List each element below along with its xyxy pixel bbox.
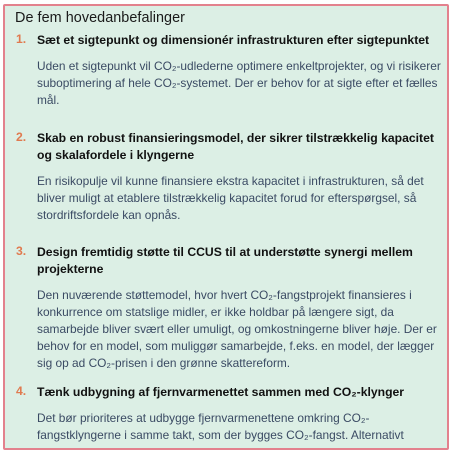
- recommendation-1: [15, 32, 443, 109]
- recommendation-body: En risikopulje vil kunne finansiere ekstra kapacitet i infrastrukturen, så det bliver muligt at etablere tilstrækkelig kapacitet forud for efterspørgsel, så stordriftsfordele kan opnås.: [37, 174, 424, 222]
- recommendation-body: Det bør prioriteres at udbygge fjernvarmenettene omkring CO₂-fangstklyngerne i samme takt, som der bygges CO₂-fangst. Alternativt: [37, 411, 404, 442]
- recommendation-number: 2.: [16, 130, 27, 144]
- recommendation-title-row: [15, 244, 443, 278]
- recommendation-number: 4.: [16, 384, 27, 398]
- recommendation-number: 3.: [16, 244, 27, 258]
- recommendation-title: Tænk udbygning af fjernvarmenettet sammen med CO₂-klynger: [37, 385, 405, 399]
- recommendation-2: [15, 130, 443, 224]
- recommendation-title: Skab en robust finansieringsmodel, der sikrer tilstrækkelig kapacitet og skalafordele i klyngerne: [37, 131, 434, 162]
- recommendation-title-row: [15, 32, 443, 49]
- recommendation-title-row: [15, 384, 443, 401]
- recommendation-body: Den nuværende støttemodel, hvor hvert CO₂-fangstprojekt finansieres i konkurrence om statslige midler, er ikke holdbar på længere sigt, da samarbejde bliver svært eller umuligt, og omkostningerne bliver høje. Der er behov for en model, som muliggør samarbejde, f.eks. en model, der lægger sig op ad CO₂-prisen i den grønne skattereform.: [37, 288, 437, 370]
- box-heading: De fem hovedanbefalinger: [15, 10, 186, 26]
- recommendations-panel: [3, 4, 449, 450]
- recommendation-4: [15, 384, 443, 444]
- recommendation-title-row: [15, 130, 443, 164]
- recommendation-title: Sæt et sigtepunkt og dimensionér infrastrukturen efter sigtepunktet: [37, 33, 430, 47]
- recommendation-number: 1.: [16, 32, 27, 46]
- recommendation-title: Design fremtidig støtte til CCUS til at understøtte synergi mellem projekterne: [37, 245, 413, 276]
- recommendation-body: Uden et sigtepunkt vil CO₂-udlederne optimere enkeltprojekter, og vi risikerer suboptimering af hele CO₂-systemet. Der er behov for at sigte efter et fælles mål.: [37, 59, 441, 107]
- recommendation-3: [15, 244, 443, 372]
